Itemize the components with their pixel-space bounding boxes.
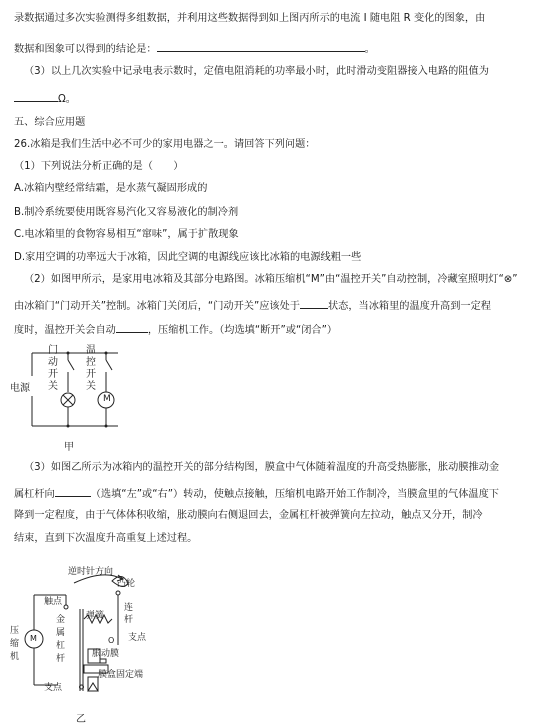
ohm-unit: Ω。 [58,94,76,105]
rotate-direction-label: 逆时针方向 [68,567,114,577]
door-switch-text: 由冰箱门“门动开关”控制。冰箱门关闭后，“门动开关”应该处于 [14,301,300,312]
diaphragm-label: 胀动膜 [92,649,120,659]
lever-direction-blank[interactable] [55,485,91,497]
question-26: 26.冰箱是我们生活中必不可少的家用电器之一。请回答下列问题： [14,139,316,150]
question-26-3-line-4: 结束，直到下次温度升高重复上述过程。 [14,533,198,544]
conclusion-prompt: 数据和图象可以得到的结论是： [14,44,157,55]
contact-label: 触点 [44,597,63,607]
pivot-label-right: 支点 [128,633,147,643]
box-fixed-end-label: 膜盒固定端 [98,670,144,680]
power-source-label: 电源 [10,383,30,394]
conclusion-blank[interactable] [157,40,365,52]
lever-text-2: （选填“左”或“右”）转动，使触点接触，压缩机电路开始工作制冷，当膜盒里的气体温度下 [90,489,499,500]
link-rod-label: 连 杆 [124,603,134,625]
text-line-3: （3）以上几次实验中记录电表示数时，定值电阻消耗的功率最小时，此时滑动变阻器接入电路的阻值为 [24,66,489,77]
question-26-3-line-1: （3）如图乙所示为冰箱内的温控开关的部分结构图，膜盒中气体随着温度的升高受热膨胀，胀动膜推动金 [24,462,500,473]
door-switch-label: 门 动 开 关 [48,345,58,392]
option-d: D.家用空调的功率远大于冰箱，因此空调的电源线应该比冰箱的电源线粗一些 [14,252,362,263]
temp-switch-text: 度时，温控开关会自动 [14,325,116,336]
question-26-2-line-3 [14,321,337,338]
section-heading: 五、综合应用题 [14,117,86,128]
compressor-label: 压 缩 机 [10,626,20,662]
resistance-blank[interactable] [14,90,58,102]
motor-symbol: M [103,394,111,404]
figure-caption-yi: 乙 [76,714,86,725]
question-26-1: （1）下列说法分析正确的是（ ） [14,161,184,172]
metal-lever-label: 金 属 杠 杆 [56,615,66,664]
o-point-label: O [108,636,115,645]
option-b: B.制冷系统要使用既容易汽化又容易液化的制冷剂 [14,207,239,218]
text-line-2 [14,40,375,57]
temp-switch-blank[interactable] [116,321,148,333]
option-a: A.冰箱内壁经常结霜，是水蒸气凝固形成的 [14,183,208,194]
compressor-motor-symbol: M [30,634,37,643]
text-line-4 [14,90,76,107]
door-switch-text-2: 状态，当冰箱里的温度升高到一定程 [327,301,491,312]
text-line-1: 录数据通过多次实验测得多组数据，并利用这些数据得到如上图丙所示的电流 I 随电阻 R 变化的图象，由 [14,13,486,24]
question-26-3-line-2 [14,485,499,502]
temp-switch-text-2: ，压缩机工作。（均选填“断开”或“闭合”） [147,325,338,336]
question-26-2-line-2 [14,297,491,314]
cam-label: 凸轮 [117,579,136,589]
question-26-2-line-1: （2）如图甲所示，是家用电冰箱及其部分电路图。冰箱压缩机“M”由“温控开关”自动控制，冷藏室照明灯“⊗” [24,274,518,285]
question-26-3-line-3: 降到一定程度，由于气体体积收缩，胀动膜向右侧退回去，金属杠杆被弹簧向左拉动，触点又分开，制冷 [14,510,483,521]
spring-label: 弹簧 [86,611,105,621]
option-c: C.电冰箱里的食物容易相互“窜味”，属于扩散现象 [14,229,239,240]
door-switch-blank[interactable] [300,297,328,309]
pivot-label-bottom: 支点 [44,683,63,693]
temp-switch-label: 温 控 开 关 [86,345,96,392]
figure-caption-jia: 甲 [64,442,74,453]
lever-text: 属杠杆向 [14,489,55,500]
line-end-mark: 。 [364,44,375,55]
